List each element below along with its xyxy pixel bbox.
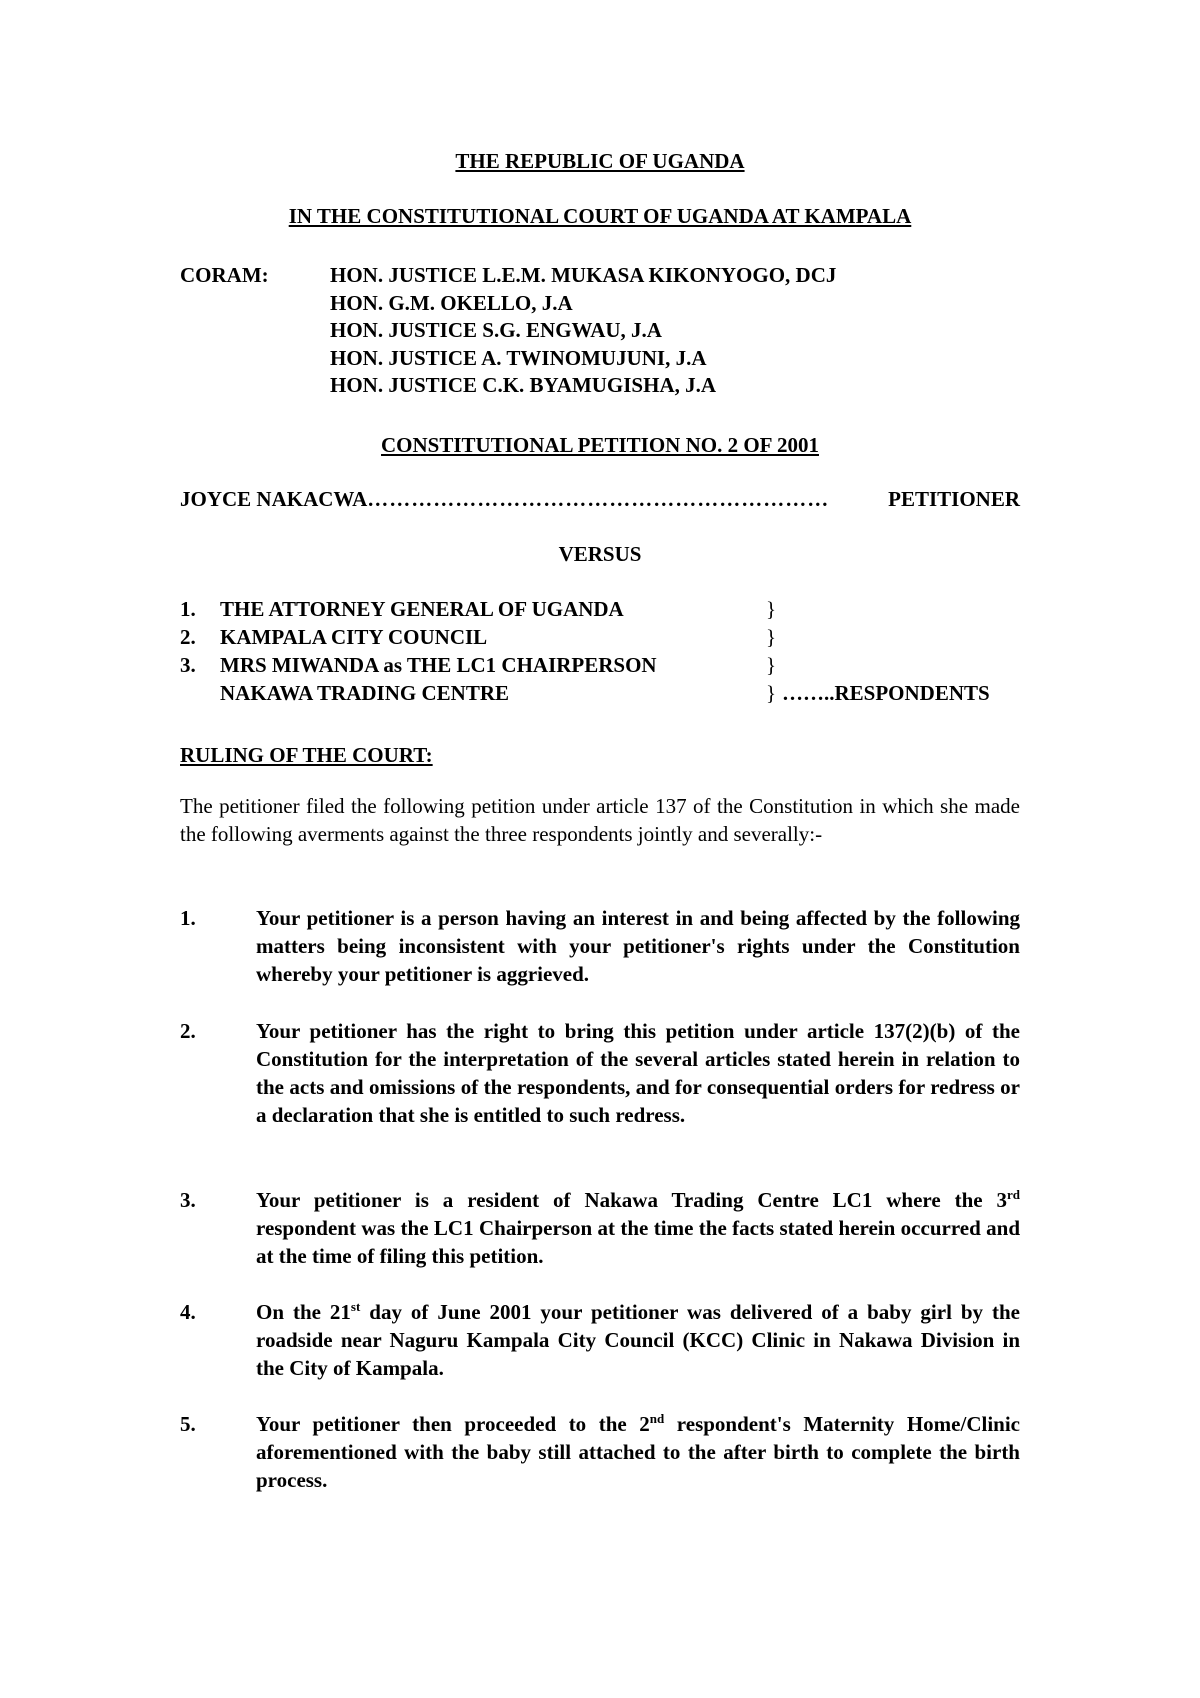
paragraph-number: 1.: [180, 906, 196, 930]
petitioner-line: [180, 486, 1020, 512]
respondent-name: NAKAWA TRADING CENTRE: [220, 681, 509, 705]
respondent-number: 1.: [180, 597, 196, 621]
judge-name: HON. JUSTICE A. TWINOMUJUNI, J.A: [330, 345, 707, 370]
petitioner-name: JOYCE NAKACWA: [180, 487, 368, 511]
paragraph-text-part: Your petitioner is a resident of Nakawa Trading Centre LC1 where the 3: [256, 1188, 1007, 1212]
respondent-name: THE ATTORNEY GENERAL OF UGANDA: [220, 597, 624, 621]
ordinal-suffix: st: [350, 1299, 361, 1314]
coram-judges-list: [330, 262, 836, 400]
paragraph-number: 3.: [180, 1188, 196, 1212]
paragraph-text-part: respondent was the LC1 Chairperson at the time the facts stated herein occurred and at the time of filing this petition.: [256, 1216, 1020, 1268]
brace: }: [766, 625, 777, 649]
numbered-paragraph: [180, 1298, 1020, 1382]
paragraph-text: Your petitioner is a person having an interest in and being affected by the following matters being inconsistent with your petitioner's rights under the Constitution whereby your petitioner is aggrieved.: [256, 906, 1020, 986]
paragraph-text-part: respondent's Maternity Home/Clinic aforementioned with the baby still attached to the after birth to complete the birth process.: [256, 1412, 1020, 1492]
paragraph-text: [256, 1410, 1020, 1494]
paragraph-text-part: On the 21: [256, 1300, 351, 1324]
coram-label: CORAM:: [180, 263, 269, 287]
petitioner-role: PETITIONER: [888, 487, 1020, 511]
respondent-number: 2.: [180, 625, 196, 649]
respondent-number: 3.: [180, 653, 196, 677]
judge-name: HON. JUSTICE L.E.M. MUKASA KIKONYOGO, DCJ: [330, 263, 837, 287]
judge-name: HON. G.M. OKELLO, J.A: [330, 290, 573, 315]
numbered-paragraph: [180, 1410, 1020, 1494]
petition-title: CONSTITUTIONAL PETITION NO. 2 OF 2001: [381, 433, 819, 457]
brace: }: [766, 597, 777, 621]
ordinal-suffix: rd: [1007, 1187, 1020, 1202]
judge-name: HON. JUSTICE C.K. BYAMUGISHA, J.A: [330, 373, 717, 397]
numbered-paragraph: [180, 904, 1020, 988]
paragraph-number: 4.: [180, 1300, 196, 1324]
respondent-name: MRS MIWANDA as THE LC1 CHAIRPERSON: [220, 653, 657, 677]
court-heading: IN THE CONSTITUTIONAL COURT OF UGANDA AT KAMPALA: [288, 204, 912, 228]
ordinal-suffix: nd: [649, 1411, 665, 1426]
paragraph-number: 5.: [180, 1412, 196, 1436]
intro-paragraph: The petitioner filed the following petition under article 137 of the Constitution in which she made the following averments against the three respondents jointly and severally:-: [180, 794, 1020, 846]
republic-heading: THE REPUBLIC OF UGANDA: [455, 149, 745, 173]
paragraph-text-part: day of June 2001 your petitioner was delivered of a baby girl by the roadside near Naguru Kampala City Council (KCC) Clinic in Nakawa Division in the City of Kampala.: [256, 1300, 1020, 1380]
versus-heading: VERSUS: [558, 542, 642, 566]
respondent-trail: ……..RESPONDENTS: [782, 681, 990, 705]
paragraph-number: 2.: [180, 1019, 196, 1043]
paragraph-text: [256, 1186, 1020, 1270]
judge-name: HON. JUSTICE S.G. ENGWAU, J.A: [330, 318, 662, 342]
dot-leader: ………………………………………………………: [367, 487, 830, 511]
numbered-paragraph: [180, 1186, 1020, 1270]
respondent-name: KAMPALA CITY COUNCIL: [220, 625, 488, 649]
paragraph-text-part: Your petitioner then proceeded to the 2: [256, 1412, 650, 1436]
brace: }: [766, 653, 777, 677]
ruling-heading: RULING OF THE COURT:: [180, 743, 433, 767]
numbered-paragraph: [180, 1017, 1020, 1129]
paragraph-text: [256, 1298, 1020, 1382]
paragraph-text: Your petitioner has the right to bring this petition under article 137(2)(b) of the Constitution for the interpretation of the several articles stated herein in relation to the acts and omissions of the respondents, and for consequential orders for redress or a declaration that she is entitled to such redress.: [256, 1019, 1020, 1127]
brace: }: [766, 681, 777, 705]
